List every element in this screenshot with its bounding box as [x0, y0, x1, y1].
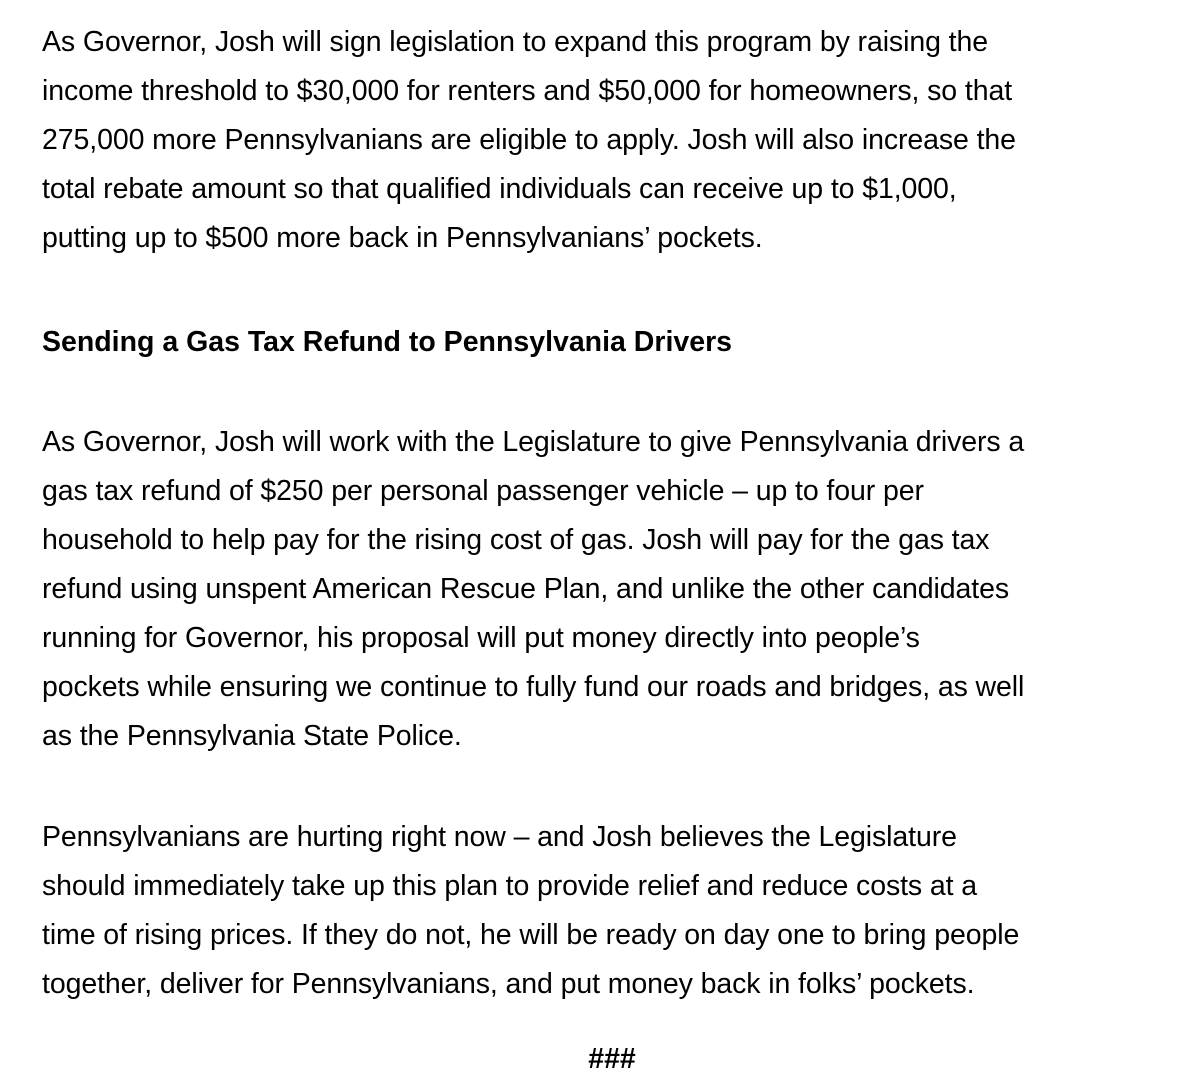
- paragraph-program-expansion: As Governor, Josh will sign legislation to expand this program by raising the income threshold to $30,000 for renters and $50,000 for homeowners, so that 275,000 more Pennsylvanians are eligible to apply. Josh will also increase the total rebate amount so that qualified individuals can receive up to $1,000, putting up to $500 more back in Pennsylvanians’ pockets.: [42, 26, 1016, 254]
- paragraph-closing: Pennsylvanians are hurting right now – and Josh believes the Legislature should immediately take up this plan to provide relief and reduce costs at a time of rising prices. If they do not, he will be ready on day one to bring people together, deliver for Pennsylvanians, and put money back in folks’ pockets.: [42, 821, 1020, 1000]
- section-heading-gas-tax-refund: Sending a Gas Tax Refund to Pennsylvania Drivers: [42, 326, 733, 358]
- paragraph-gas-tax-refund: As Governor, Josh will work with the Legislature to give Pennsylvania drivers a gas tax refund of $250 per personal passenger vehicle – up to four per household to help pay for the rising cost of gas. Josh will pay for the gas tax refund using unspent American Rescue Plan, and unlike the other candidates running for Governor, his proposal will put money directly into people’s pockets while ensuring we continue to fully fund our roads and bridges, as well as the Pennsylvania State Police.: [42, 426, 1025, 752]
- end-mark: ###: [588, 1043, 636, 1075]
